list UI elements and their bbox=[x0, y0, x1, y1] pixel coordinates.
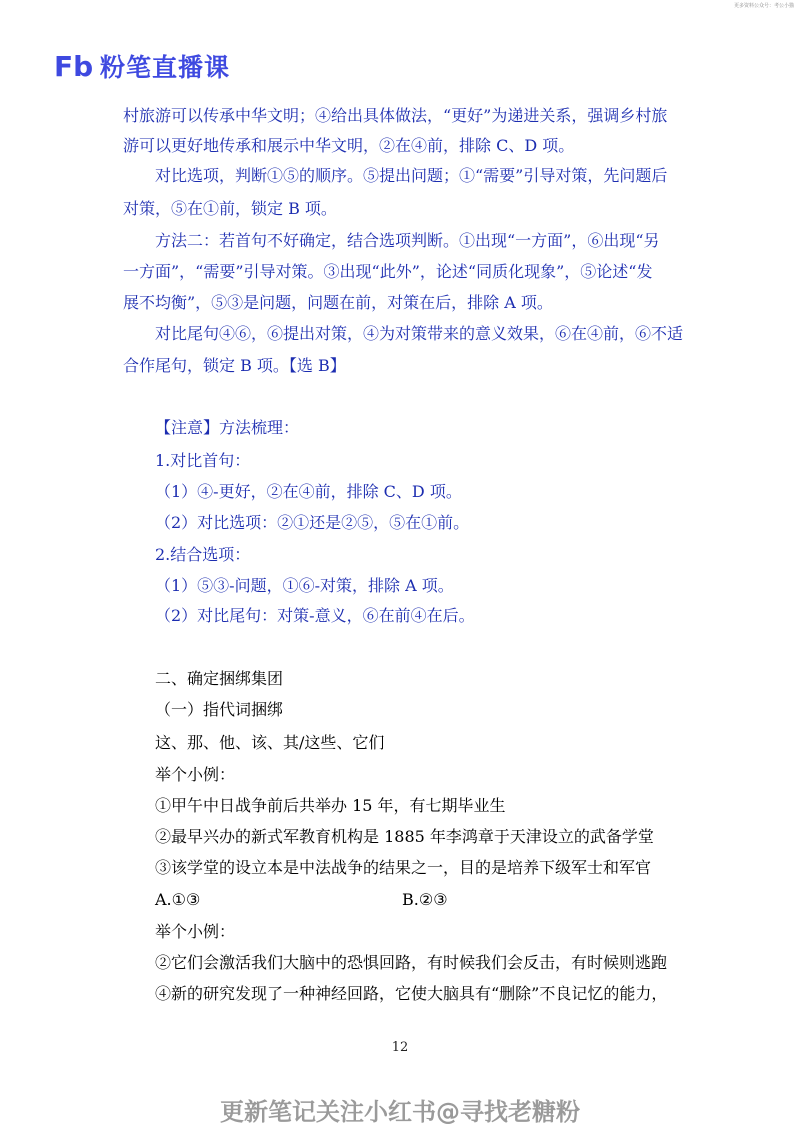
option-b: B.②③ bbox=[402, 890, 448, 909]
note-item: （2）对比尾句：对策-意义，⑥在前④在后。 bbox=[155, 606, 475, 625]
example-sentence: ③该学堂的设立本是中法战争的结果之一，目的是培养下级军士和军官 bbox=[155, 858, 652, 877]
example-sentence: ②最早兴办的新式军教育机构是 1885 年李鸿章于天津设立的武备学堂 bbox=[155, 827, 654, 846]
option-a: A.①③ bbox=[155, 890, 201, 909]
paragraph-line: 游可以更好地传承和展示中华文明，②在④前，排除 C、D 项。 bbox=[123, 136, 575, 155]
svg-text:Fb: Fb bbox=[54, 50, 94, 82]
paragraph-line: 对比选项，判断①⑤的顺序。⑤提出问题；①“需要”引导对策，先问题后 bbox=[155, 166, 668, 185]
top-note: 更多资料公众号：考公小猫 bbox=[733, 3, 794, 9]
note-item: （1）⑤③-问题，①⑥-对策，排除 A 项。 bbox=[155, 576, 454, 595]
example-sentence: ②它们会激活我们大脑中的恐惧回路，有时候我们会反击，有时候则逃跑 bbox=[155, 953, 668, 972]
paragraph-line: 一方面”，“需要”引导对策。③出现“此外”，论述“同质化现象”，⑤论述“发 bbox=[123, 262, 653, 281]
brand-name: 粉笔直播课 bbox=[100, 53, 231, 82]
example-sentence: ①甲午中日战争前后共举办 15 年，有七期毕业生 bbox=[155, 796, 506, 815]
paragraph-line: 方法二：若首句不好确定，结合选项判断。①出现“一方面”，⑥出现“另 bbox=[155, 231, 660, 250]
brand-logo bbox=[54, 50, 230, 82]
example-label: 举个小例： bbox=[155, 765, 236, 784]
fb-logo-icon bbox=[54, 50, 94, 82]
page-number: 12 bbox=[391, 1040, 409, 1055]
note-item: （2）对比选项：②①还是②⑤，⑤在①前。 bbox=[155, 513, 470, 532]
example-label: 举个小例： bbox=[155, 922, 236, 941]
paragraph-line: 村旅游可以传承中华文明；④给出具体做法，“更好”为递进关系，强调乡村旅 bbox=[123, 106, 668, 125]
paragraph-line: 展不均衡”，⑤③是问题，问题在前，对策在后，排除 A 项。 bbox=[123, 293, 553, 312]
footer-banner: 更新笔记关注小红书@寻找老糖粉 bbox=[220, 1098, 580, 1126]
pronoun-list: 这、那、他、该、其/这些、它们 bbox=[155, 733, 385, 752]
note-item: 1.对比首句： bbox=[155, 451, 251, 470]
note-item: （1）④-更好，②在④前，排除 C、D 项。 bbox=[155, 482, 462, 501]
note-item: 2.结合选项： bbox=[155, 545, 251, 564]
example-sentence: ④新的研究发现了一种神经回路，它使大脑具有“删除”不良记忆的能力， bbox=[155, 984, 668, 1003]
note-title: 【注意】方法梳理： bbox=[155, 418, 300, 437]
section-subheading: （一）指代词捆绑 bbox=[155, 700, 284, 719]
section-heading: 二、确定捆绑集团 bbox=[155, 669, 284, 688]
paragraph-line: 对策，⑤在①前，锁定 B 项。 bbox=[123, 199, 337, 218]
paragraph-line: 对比尾句④⑥，⑥提出对策，④为对策带来的意义效果，⑥在④前，⑥不适 bbox=[155, 324, 684, 343]
paragraph-line: 合作尾句，锁定 B 项。【选 B】 bbox=[123, 356, 346, 375]
